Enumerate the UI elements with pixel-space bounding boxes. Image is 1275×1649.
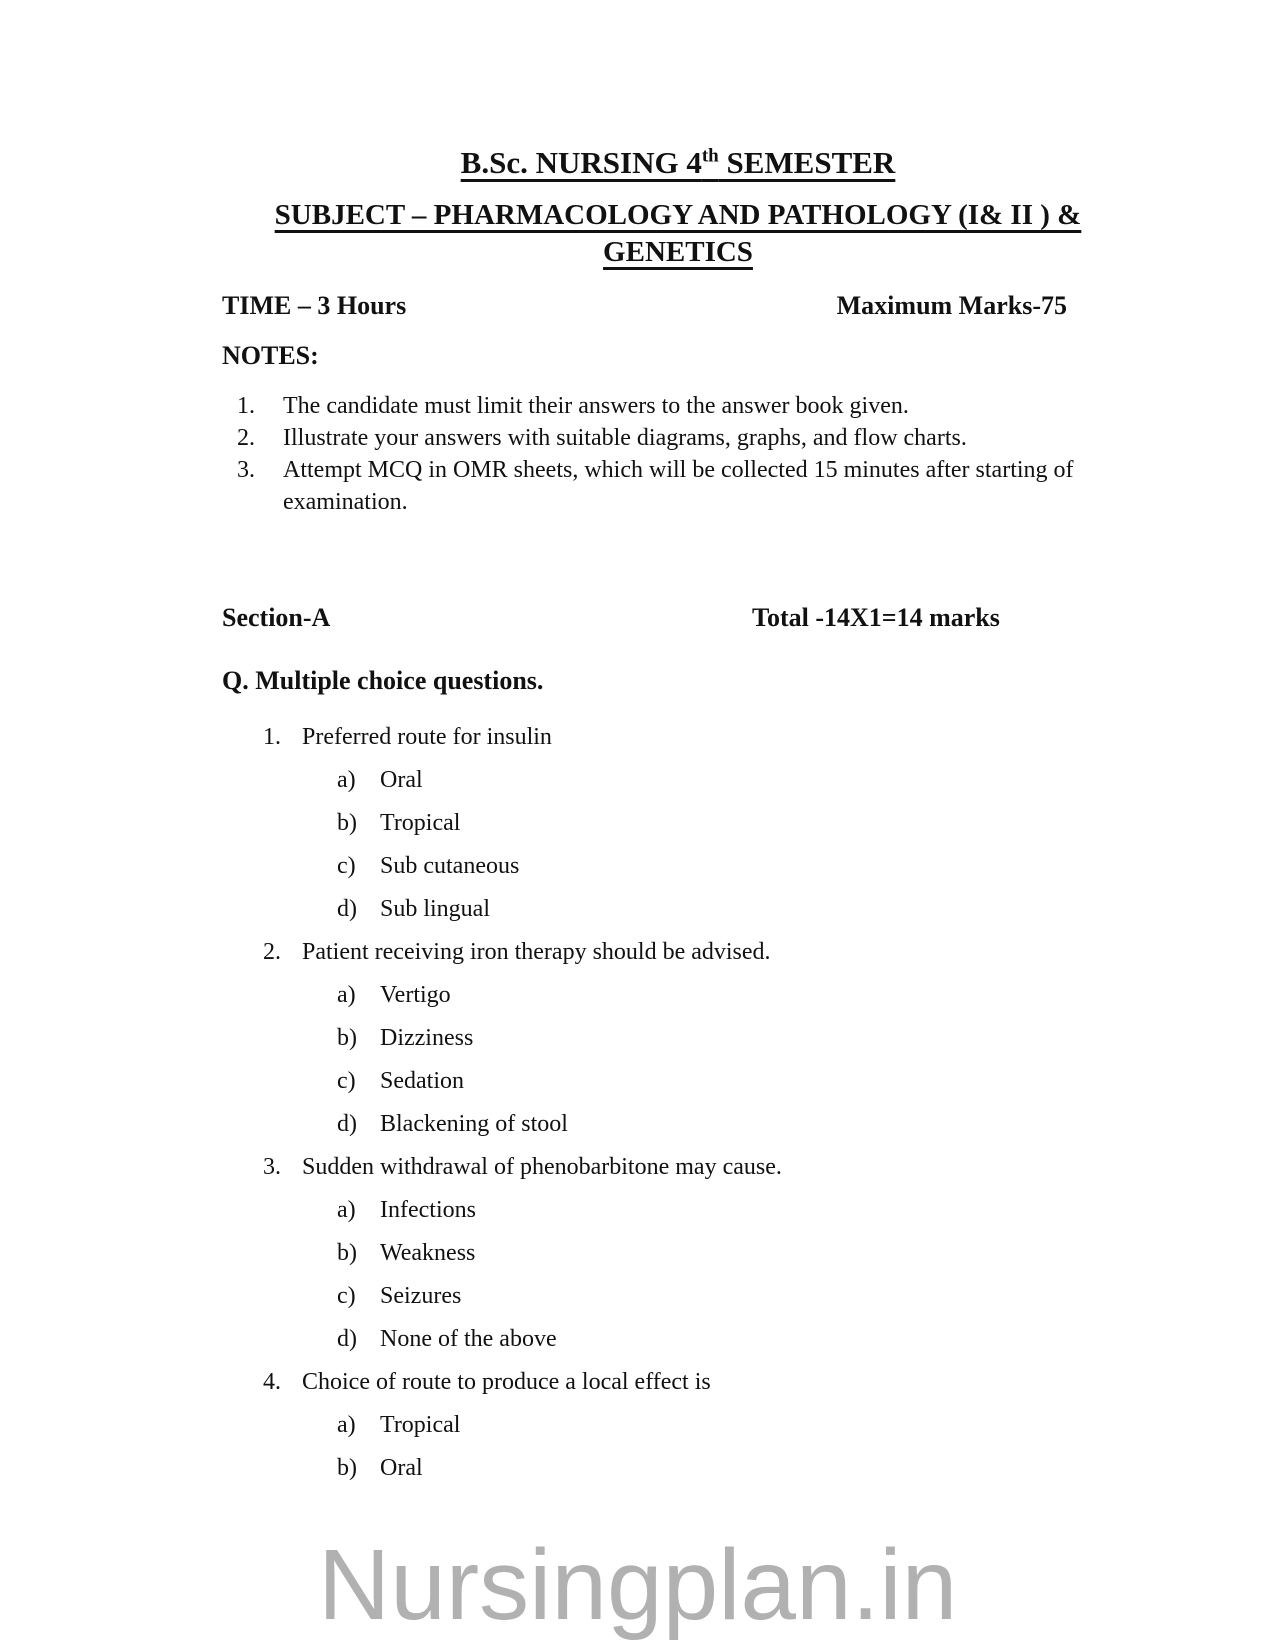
meta-row (222, 289, 1067, 323)
note-number: 2. (237, 425, 255, 451)
option-row (222, 1447, 1067, 1490)
subject-line-1: SUBJECT – PHARMACOLOGY AND PATHOLOGY (I& II ) & (274, 199, 1082, 231)
option-text: Seizures (380, 1283, 462, 1309)
exam-body (222, 289, 1074, 1490)
option-letter: c) (337, 1068, 356, 1094)
note-text: The candidate must limit their answers to the answer book given. (283, 393, 909, 419)
note-text: Attempt MCQ in OMR sheets, which will be collected 15 minutes after starting of examination. (283, 457, 1074, 515)
option-text: Vertigo (380, 982, 451, 1008)
notes-heading: NOTES: (222, 341, 319, 370)
option-row (222, 1275, 1067, 1318)
max-marks-label: Maximum Marks-75 (836, 291, 1067, 320)
option-letter: b) (337, 810, 357, 836)
note-number: 3. (237, 457, 255, 483)
option-text: Dizziness (380, 1025, 474, 1051)
question-text: Choice of route to produce a local effect is (302, 1369, 711, 1395)
subject-line-2: GENETICS (603, 236, 753, 268)
section-row (222, 601, 1067, 635)
watermark-nursingplan: Nursingplan.in (318, 1529, 958, 1641)
note-item (222, 422, 1122, 454)
option-row (222, 1103, 1067, 1146)
option-letter: b) (337, 1455, 357, 1481)
question-number: 4. (263, 1369, 281, 1395)
option-text: Tropical (380, 810, 461, 836)
option-text: Sub lingual (380, 896, 491, 922)
option-letter: b) (337, 1025, 357, 1051)
option-letter: a) (337, 1412, 356, 1438)
option-row (222, 974, 1067, 1017)
subject-title (222, 197, 1134, 271)
option-row (222, 1232, 1067, 1275)
option-text: Tropical (380, 1412, 461, 1438)
question-text: Patient receiving iron therapy should be advised. (302, 939, 771, 965)
title-superscript: th (701, 145, 719, 167)
option-letter: d) (337, 1111, 357, 1137)
option-row (222, 1404, 1067, 1447)
title-suffix: SEMESTER (718, 145, 896, 180)
question-text: Preferred route for insulin (302, 724, 552, 750)
option-text: Blackening of stool (380, 1111, 568, 1137)
option-text: Oral (380, 1455, 423, 1481)
section-total-marks: Total -14X1=14 marks (752, 603, 1000, 632)
option-row (222, 1189, 1067, 1232)
time-label: TIME – 3 Hours (222, 291, 407, 320)
option-letter: c) (337, 1283, 356, 1309)
notes-list (222, 390, 1122, 518)
option-text: Oral (380, 767, 423, 793)
question-number: 2. (263, 939, 281, 965)
page-title (222, 0, 1134, 182)
question-list (222, 716, 1067, 1490)
option-text: Infections (380, 1197, 476, 1223)
option-row (222, 802, 1067, 845)
question-row (222, 1361, 1067, 1404)
note-text: Illustrate your answers with suitable diagrams, graphs, and flow charts. (283, 425, 967, 451)
option-row (222, 1318, 1067, 1361)
option-text: Sedation (380, 1068, 464, 1094)
question-row (222, 1146, 1067, 1189)
option-row (222, 888, 1067, 931)
question-number: 3. (263, 1154, 281, 1180)
mcq-heading: Q. Multiple choice questions. (222, 666, 544, 695)
question-row (222, 716, 1067, 759)
option-letter: d) (337, 1326, 357, 1352)
note-number: 1. (237, 393, 255, 419)
section-label: Section-A (222, 603, 331, 632)
option-letter: a) (337, 1197, 356, 1223)
exam-header (222, 0, 1134, 271)
note-item (222, 454, 1122, 518)
page-title-text (461, 145, 896, 180)
option-letter: a) (337, 982, 356, 1008)
option-row (222, 759, 1067, 802)
option-text: Weakness (380, 1240, 476, 1266)
option-letter: c) (337, 853, 356, 879)
option-letter: b) (337, 1240, 357, 1266)
option-letter: a) (337, 767, 356, 793)
option-row (222, 1060, 1067, 1103)
question-row (222, 931, 1067, 974)
option-row (222, 1017, 1067, 1060)
option-text: Sub cutaneous (380, 853, 520, 879)
question-text: Sudden withdrawal of phenobarbitone may cause. (302, 1154, 782, 1180)
option-letter: d) (337, 896, 357, 922)
question-number: 1. (263, 724, 281, 750)
title-prefix: B.Sc. NURSING 4 (460, 145, 702, 180)
option-row (222, 845, 1067, 888)
note-item (222, 390, 1122, 422)
option-text: None of the above (380, 1326, 557, 1352)
